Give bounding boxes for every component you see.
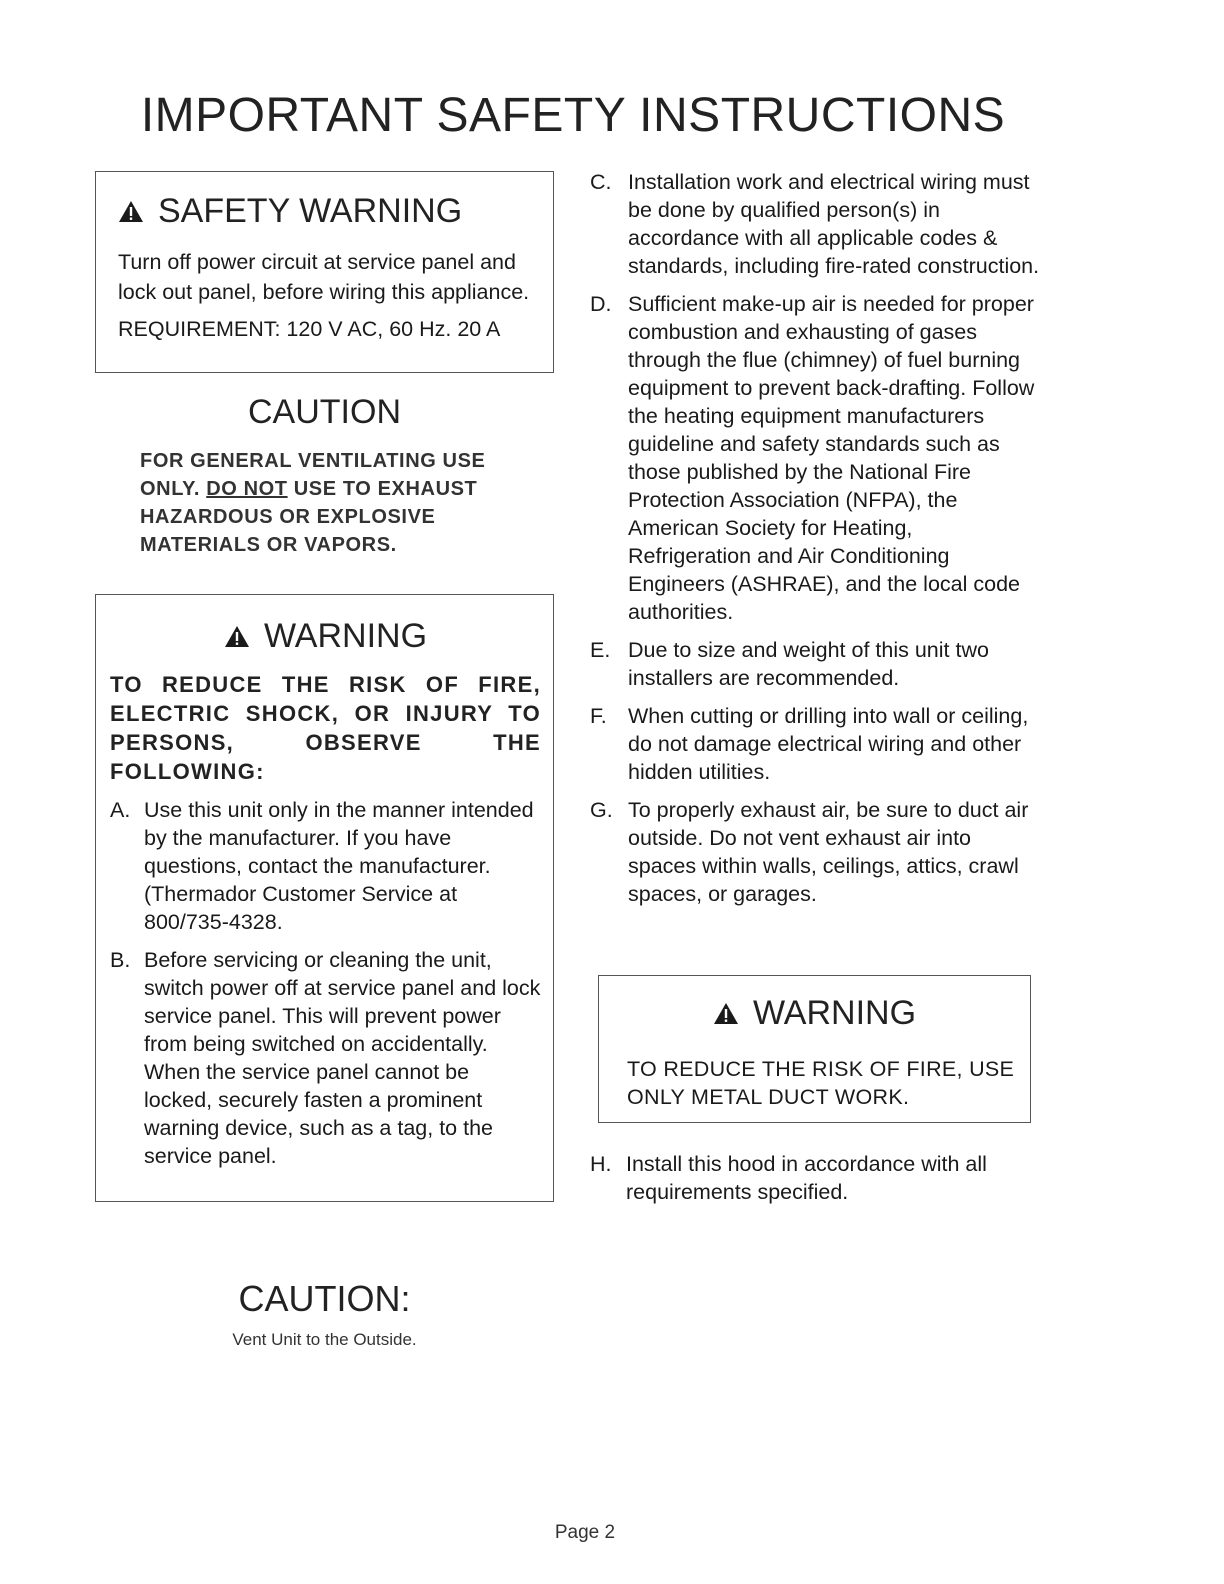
warning-left-header: [110, 617, 541, 656]
warning-right-title: WARNING: [752, 994, 917, 1032]
power-requirement: REQUIREMENT: 120 V AC, 60 Hz. 20 A: [118, 317, 501, 341]
list-item-label: E.: [590, 638, 611, 662]
list-item-text: Use this unit only in the manner intended by the manufacturer. If you have questions, contact the manufacturer. (Thermador Customer Service at 800/735-4328.: [144, 798, 534, 934]
list-item-label: H.: [590, 1152, 612, 1176]
list-item-label: A.: [110, 798, 131, 822]
page-title: IMPORTANT SAFETY INSTRUCTIONS: [140, 89, 1006, 142]
list-item: [590, 168, 1040, 280]
caution-bottom-title: CAUTION:: [238, 1278, 411, 1319]
warning-right-header: [627, 994, 1002, 1033]
caution-bottom-text: Vent Unit to the Outside.: [232, 1330, 417, 1349]
list-item-text: Installation work and electrical wiring must be done by qualified person(s) in accordance with all applicable codes & standards, including fire-rated construction.: [628, 170, 1040, 278]
warning-left-title: WARNING: [263, 617, 428, 655]
list-item-label: G.: [590, 798, 613, 822]
list-item-text: Due to size and weight of this unit two installers are recommended.: [628, 638, 989, 690]
warning-right-body: TO REDUCE THE RISK OF FIRE, USE ONLY METAL DUCT WORK.: [627, 1057, 1015, 1109]
list-item: [590, 796, 1040, 908]
list-item: [590, 290, 1040, 626]
warning-box-right: [598, 975, 1031, 1123]
list-item: [110, 946, 541, 1170]
caution-text-part2: USE TO EXHAUST HAZARDOUS OR EXPLOSIVE MATERIALS OR VAPORS.: [140, 478, 478, 556]
warning-left-list: [110, 796, 541, 1170]
warning-triangle-icon: [224, 625, 250, 648]
list-item-text: To properly exhaust air, be sure to duct air outside. Do not vent exhaust air into spaces within walls, ceilings, attics, crawl spaces, or garages.: [628, 798, 1029, 906]
warning-left-heading: TO REDUCE THE RISK OF FIRE, ELECTRIC SHOCK, OR INJURY TO PERSONS, OBSERVE THE FOLLOWING:: [110, 672, 541, 784]
list-item: [110, 796, 541, 936]
list-item-label: B.: [110, 948, 131, 972]
list-item-text: Sufficient make-up air is needed for proper combustion and exhausting of gases through the flue (chimney) of fuel burning equipment to prevent back-drafting. Follow the heating equipment manufacturers guideline and safety standards such as those published by the National Fire Protection Association (NFPA), the American Society for Heating, Refrigeration and Air Conditioning Engineers (ASHRAE), and the local code authorities.: [628, 292, 1035, 624]
list-item: [590, 702, 1040, 786]
warning-box-left: [95, 594, 554, 1202]
list-item-label: D.: [590, 292, 612, 316]
list-item-text: Install this hood in accordance with all requirements specified.: [626, 1152, 987, 1204]
page-number: Page 2: [554, 1522, 616, 1543]
safety-warning-body: Turn off power circuit at service panel and lock out panel, before wiring this appliance.: [118, 250, 530, 304]
warning-triangle-icon: [713, 1002, 739, 1025]
right-instructions-list: [590, 168, 1040, 918]
list-item: [590, 636, 1040, 692]
list-item-text: When cutting or drilling into wall or ceiling, do not damage electrical wiring and other hidden utilities.: [628, 704, 1029, 784]
list-item-label: C.: [590, 170, 612, 194]
list-item-label: F.: [590, 704, 607, 728]
warning-triangle-icon: [118, 200, 144, 223]
caution-text-do-not: DO NOT: [206, 478, 288, 500]
safety-warning-title: SAFETY WARNING: [158, 192, 463, 230]
safety-warning-header: [118, 192, 553, 231]
caution-text-part1: FOR GENERAL VENTILATING USE ONLY.: [140, 450, 486, 500]
caution-text: [140, 447, 530, 559]
list-item-text: Before servicing or cleaning the unit, switch power off at service panel and lock service panel. This will prevent power from being switched on accidentally. When the service panel cannot be locked, securely fasten a prominent warning device, such as a tag, to the service panel.: [144, 948, 541, 1168]
safety-warning-box: [95, 171, 554, 373]
caution-title: CAUTION: [248, 393, 401, 431]
list-item: [590, 1150, 1040, 1206]
